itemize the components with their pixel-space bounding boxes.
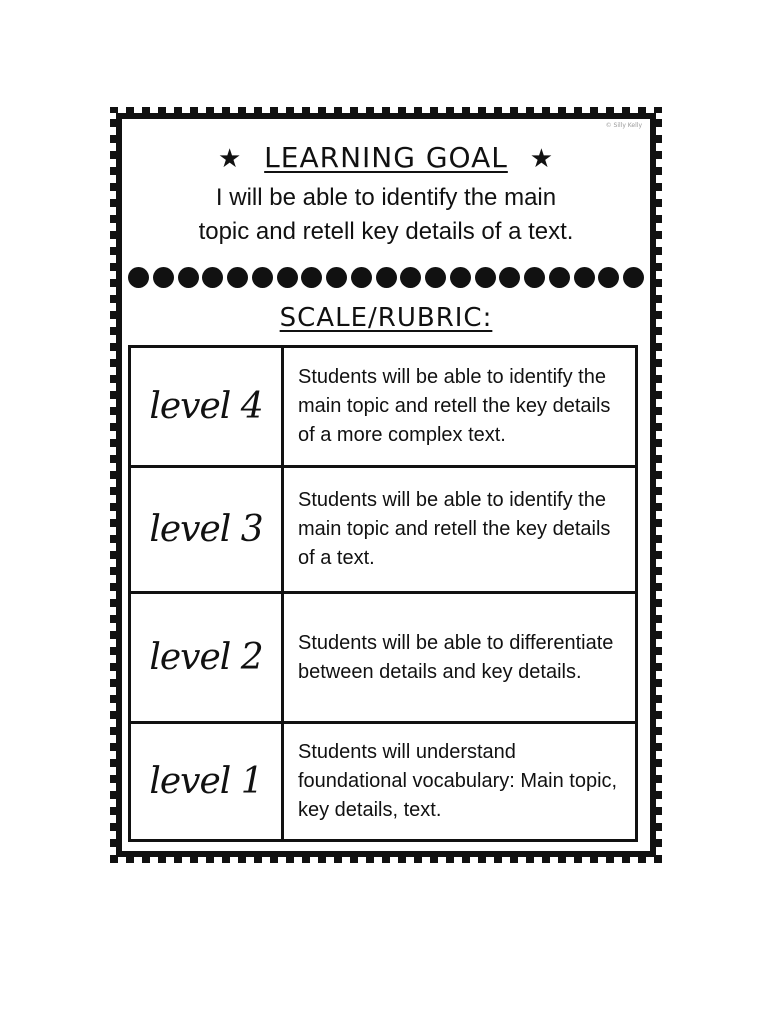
rubric-row	[130, 347, 637, 467]
dot	[277, 267, 298, 288]
learning-goal-heading	[122, 141, 650, 174]
dot	[524, 267, 545, 288]
level-description: Students will be able to differentiate between details and key details.	[283, 593, 637, 723]
dot	[252, 267, 273, 288]
rubric-table	[128, 345, 638, 842]
dot	[326, 267, 347, 288]
dot	[598, 267, 619, 288]
level-label: level 2	[130, 593, 283, 723]
dot	[128, 267, 149, 288]
dot	[301, 267, 322, 288]
dot	[574, 267, 595, 288]
goal-statement-line-2: topic and retell key details of a text.	[198, 218, 574, 245]
level-description: Students will understand foundational vocabulary: Main topic, key details, text.	[283, 723, 637, 841]
dot	[351, 267, 372, 288]
star-icon-left: ★	[217, 144, 243, 174]
goal-statement-line-1: I will be able to identify the main	[215, 184, 557, 211]
dot	[475, 267, 496, 288]
dot	[623, 267, 644, 288]
rubric-row	[130, 593, 637, 723]
dot-divider	[128, 265, 644, 289]
dot	[153, 267, 174, 288]
level-label: level 3	[130, 467, 283, 593]
dot	[227, 267, 248, 288]
dot	[400, 267, 421, 288]
level-label: level 4	[130, 347, 283, 467]
rubric-heading: SCALE/RUBRIC:	[279, 303, 493, 333]
dot	[425, 267, 446, 288]
dot	[549, 267, 570, 288]
level-label: level 1	[130, 723, 283, 841]
dot	[499, 267, 520, 288]
level-description: Students will be able to identify the main topic and retell the key details of a more complex text.	[283, 347, 637, 467]
star-icon-right: ★	[529, 144, 555, 174]
dot	[450, 267, 471, 288]
dot	[376, 267, 397, 288]
rubric-row	[130, 467, 637, 593]
credit-text: © Silly Kelly	[605, 122, 642, 129]
rubric-row	[130, 723, 637, 841]
learning-goal-title: LEARNING GOAL	[264, 141, 508, 174]
poster	[110, 107, 662, 863]
dot	[178, 267, 199, 288]
learning-goal-statement	[142, 181, 630, 249]
dot	[202, 267, 223, 288]
level-description: Students will be able to identify the main topic and retell the key details of a text.	[283, 467, 637, 593]
poster-content	[122, 119, 650, 851]
